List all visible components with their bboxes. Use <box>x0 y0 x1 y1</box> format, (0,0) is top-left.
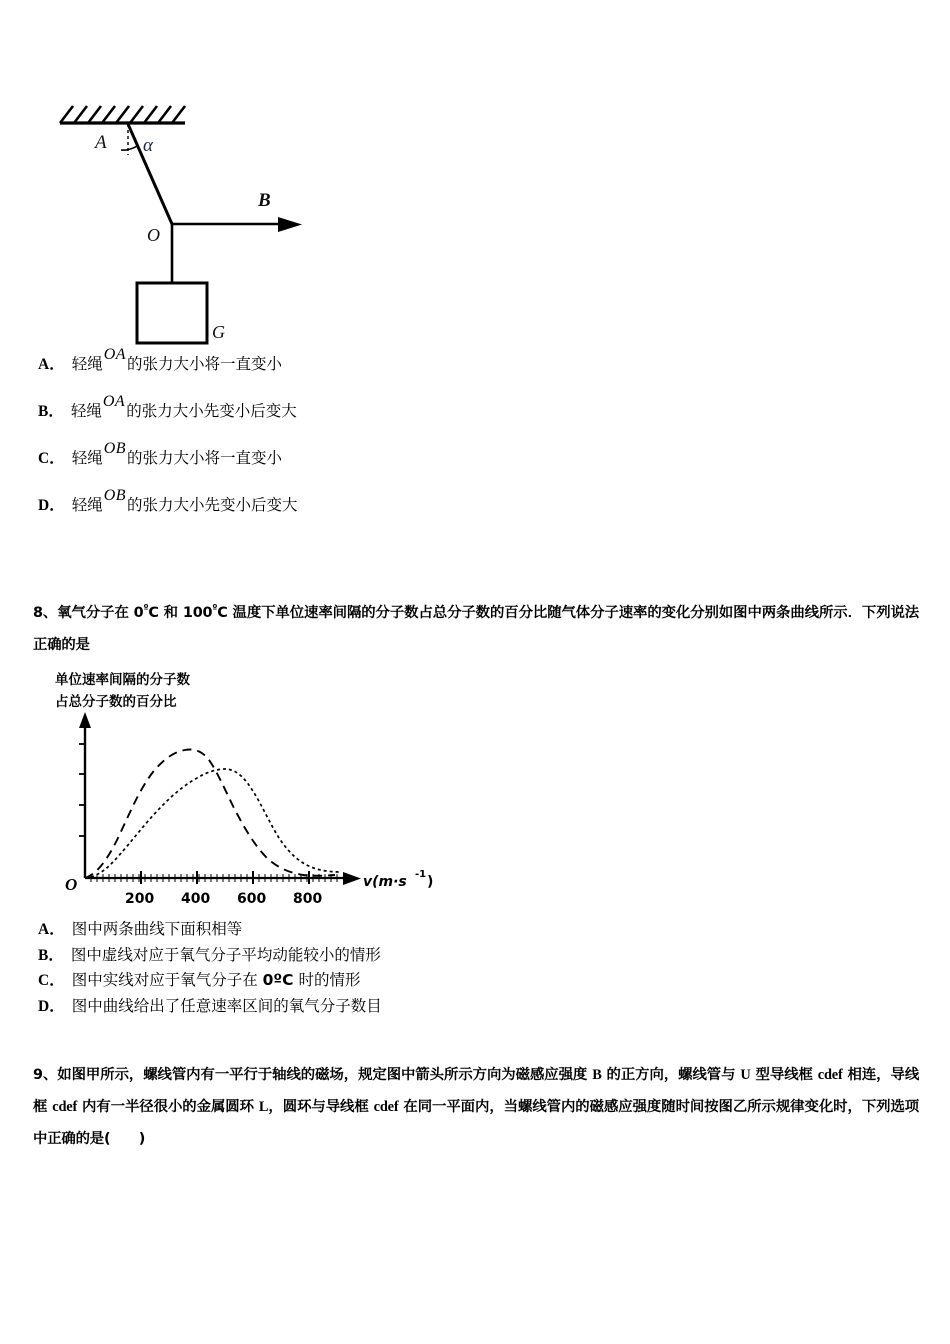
q9-text-g: 相连，导线框 <box>33 1067 920 1115</box>
q9-text-c: 的正方向，螺线管与 <box>601 1067 741 1083</box>
degree-symbol: º <box>143 604 149 615</box>
figure-speed-distribution-chart <box>45 668 445 913</box>
x-tick-label: 200 <box>125 891 155 907</box>
label-B: B <box>258 190 271 211</box>
option-row[interactable] <box>38 346 598 373</box>
option-row[interactable] <box>38 945 382 964</box>
x-axis-arrowhead <box>343 872 361 885</box>
q9-symbol-U: U <box>740 1067 751 1083</box>
y-axis-label-line2: 占总分子数的百分比 <box>55 694 177 710</box>
option-letter: A． <box>38 921 65 938</box>
option-text-emphasis: 0ºC <box>262 971 294 989</box>
label-A: A <box>95 132 107 153</box>
option-text-prefix: 轻绳 <box>70 401 102 420</box>
x-axis-label-end: ) <box>427 874 434 890</box>
degree-symbol: º <box>212 604 218 615</box>
option-row[interactable] <box>38 922 382 938</box>
question9-stem <box>33 1060 919 1156</box>
option-row[interactable] <box>38 996 382 1015</box>
x-tick-label: 400 <box>181 891 211 907</box>
q9-symbol-B: B <box>592 1067 602 1083</box>
option-row[interactable] <box>38 393 598 420</box>
x-axis-label-exponent: -1 <box>415 869 427 880</box>
option-row[interactable] <box>38 440 598 467</box>
q9-symbol-cdef: cdef <box>52 1098 78 1115</box>
figure-rope-block-diagram <box>40 80 380 350</box>
q8-stem-part3: C 温度下单位速率间隔的分子数占总分子数的百分比随气体分子速率的变化分别如图中两条曲线所示．下列说法正确的是 <box>33 605 919 653</box>
option-text-suffix: 的张力大小先变小后变大 <box>127 495 298 514</box>
q9-text-m: 在同一平面内，当螺线管内的磁感应强度随时间按图乙所示规律变化时，下列选项中正确的是( <box>33 1098 919 1147</box>
option-text: 图中曲线给出了任意速率区间的氧气分子数目 <box>71 996 382 1015</box>
q9-text-i: 内有一半径很小的金属圆环 <box>77 1098 259 1115</box>
option-text-prefix: 轻绳 <box>71 448 103 467</box>
option-text-suffix: 的张力大小将一直变小 <box>127 448 283 467</box>
option-letter: B． <box>38 402 64 420</box>
x-axis-label: v(m·s <box>363 874 407 890</box>
label-G: G <box>212 322 225 342</box>
q9-text-e: 型导线框 <box>750 1067 818 1083</box>
q9-text-a: 9、如图甲所示，螺线管内有一平行于轴线的磁场，规定图中箭头所示方向为磁感应强度 <box>33 1067 593 1083</box>
option-text: 图中虚线对应于氧气分子平均动能较小的情形 <box>70 945 381 964</box>
y-axis-arrowhead <box>79 712 91 728</box>
option-variable: OA <box>103 346 127 363</box>
option-variable: OB <box>103 440 127 457</box>
option-text <box>72 973 361 989</box>
option-text-suffix: 的张力大小将一直变小 <box>127 354 283 373</box>
option-row[interactable] <box>38 487 598 514</box>
option-row[interactable] <box>38 973 382 989</box>
question8-stem <box>33 598 919 662</box>
x-tick-label: 600 <box>237 891 267 907</box>
angle-arc <box>121 146 137 150</box>
q9-text-k: ，圆环与导线框 <box>268 1098 374 1115</box>
option-variable: OA <box>102 393 126 410</box>
q9-symbol-cdef: cdef <box>817 1067 843 1083</box>
option-letter: A． <box>38 355 65 373</box>
hanging-block <box>137 283 207 343</box>
q9-symbol-L: L <box>258 1098 269 1115</box>
label-alpha: α <box>143 135 153 156</box>
question8-options <box>38 922 382 1024</box>
q8-stem-part1: 8、氧气分子在 0 <box>33 605 144 621</box>
option-letter: D． <box>38 496 65 514</box>
ceiling-hatching <box>60 106 185 123</box>
option-text-post: 时的情形 <box>293 971 361 989</box>
option-letter: B． <box>38 946 64 964</box>
label-O: O <box>147 225 160 245</box>
q9-answer-blank: ) <box>110 1130 146 1147</box>
origin-label: O <box>65 875 78 894</box>
y-axis-label-line1: 单位速率间隔的分子数 <box>55 672 190 688</box>
option-text-suffix: 的张力大小先变小后变大 <box>126 401 297 420</box>
option-letter: D． <box>38 997 65 1015</box>
curve-100C-dotted <box>85 769 341 878</box>
q9-symbol-cdef: cdef <box>373 1098 399 1115</box>
option-text-pre: 图中实线对应于氧气分子在 <box>71 971 263 989</box>
option-letter: C． <box>38 972 65 989</box>
option-text-prefix: 轻绳 <box>71 495 103 514</box>
x-tick-label: 800 <box>293 891 323 907</box>
q8-stem-part2: C 和 100 <box>148 605 213 621</box>
option-letter: C． <box>38 449 65 467</box>
question7-options <box>38 346 598 544</box>
arrowhead-B <box>278 217 302 232</box>
option-variable: OB <box>103 487 127 504</box>
option-text-prefix: 轻绳 <box>71 354 103 373</box>
option-text: 图中两条曲线下面积相等 <box>71 920 243 938</box>
